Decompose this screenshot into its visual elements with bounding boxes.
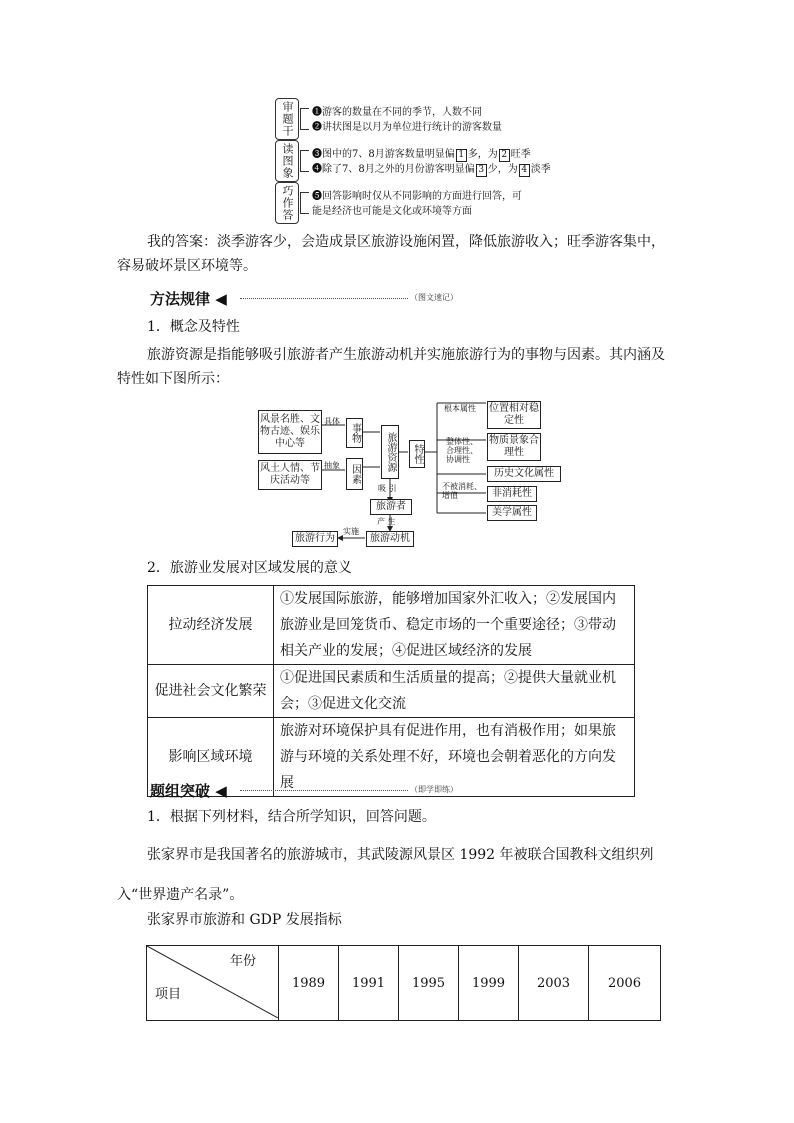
table-cell-value: ①发展国际旅游，能够增加国家外汇收入；②发展国内旅游业是回笼货币、稳定市场的一个重要途径；③带动相关产业的发展；④促进区域经济的发展: [274, 586, 635, 665]
diagram-label-abstract: 抽象: [324, 461, 340, 470]
section-note: （图文速记）: [410, 293, 458, 302]
diagram-label-concrete: 具体: [324, 417, 340, 426]
year-header: 2003: [519, 946, 589, 1021]
table-cell-key: 影响区域环境: [148, 718, 274, 797]
table-row: [147, 946, 661, 1021]
header-year-label: 年份: [229, 954, 256, 969]
section-note: （即学即练）: [410, 785, 458, 794]
year-header: 1989: [279, 946, 339, 1021]
question-1: 1．根据下列材料，结合所学知识，回答问题。: [147, 809, 436, 825]
diagram-box-thing: 事物: [346, 418, 363, 448]
analysis-label-question: 审题干: [275, 98, 299, 140]
table-cell-key: 促进社会文化繁荣: [148, 665, 274, 718]
table-title: 张家界市旅游和 GDP 发展指标: [147, 912, 342, 928]
analysis-label-answer: 巧作答: [275, 182, 299, 224]
my-answer: 我的答案：淡季游客少，会造成景区旅游设施闲置，降低旅游收入；旺季游客集中，容易破坏景区环境等。: [117, 234, 665, 274]
analysis-line-1: ❶游客的数量在不同的季节，人数不同: [312, 107, 482, 118]
diagram-box-scenic: 风景名胜、文物古迹、娱乐中心等: [258, 410, 322, 454]
year-header: 1991: [339, 946, 399, 1021]
diagram-label-implement: 实施: [343, 527, 359, 536]
diagram-label-attr4: 不被消耗、增值: [442, 482, 482, 500]
header-item-label: 项目: [155, 987, 182, 1002]
analysis-label-chart: 读图象: [275, 140, 299, 182]
section-title-practice: 题组突破 ◀: [150, 782, 227, 800]
analysis-line-3: ❸图中的7、8月游客数量明显偏 1 多，为 2 旺季: [312, 149, 531, 160]
diagram-box-factor: 因素: [346, 458, 363, 490]
diagram-box-attr3: 历史文化属性: [487, 466, 561, 482]
item1-text: 旅游资源是指能够吸引旅游者产生旅游动机并实施旅游行为的事物与因素。其内涵及特性如下图所示：: [117, 347, 665, 387]
diagram-box-folk: 风土人情、节庆活动等: [258, 460, 322, 490]
divider: [240, 790, 408, 791]
diagram-box-behavior: 旅游行为: [292, 531, 338, 547]
gdp-table: [146, 945, 661, 1021]
diagram-box-attr2: 物质景象合理性: [487, 433, 541, 461]
diagram-box-resource: 旅游资源: [381, 425, 399, 479]
section-title-method: 方法规律 ◀: [150, 290, 227, 308]
year-header: 2006: [589, 946, 661, 1021]
year-header: 1999: [459, 946, 519, 1021]
table-row: [148, 586, 635, 665]
table-cell-key: 拉动经济发展: [148, 586, 274, 665]
significance-table: [147, 585, 635, 797]
analysis-line-6: 能是经济也可能是文化或环境等方面: [312, 206, 472, 217]
table-header-diagonal: [147, 946, 279, 1021]
analysis-line-5: ❺回答影响时仅从不同影响的方面进行回答，可: [312, 191, 522, 202]
diagram-label-attr1: 根本属性: [444, 404, 476, 413]
analysis-line-2: ❷讲状图是以月为单位进行统计的游客数量: [312, 122, 502, 133]
item2-title: 2．旅游业发展对区域发展的意义: [147, 560, 352, 576]
diagram-box-tourist: 旅游者: [370, 499, 412, 515]
diagram-box-attr4: 非消耗性: [487, 486, 537, 502]
table-row: [148, 665, 635, 718]
diagonal-line: [147, 946, 278, 1018]
material-text: 张家界市是我国著名的旅游城市，其武陵源风景区 1992 年被联合国教科文组织列入“世界遗产名录”。: [117, 847, 654, 903]
diagram-box-attr5: 美学属性: [487, 505, 537, 521]
table-cell-value: 旅游对环境保护具有促进作用，也有消极作用；如果旅游与环境的关系处理不好，环境也会朝着恶化的方向发展: [274, 718, 635, 797]
year-header: 1995: [399, 946, 459, 1021]
diagram-label-attract: 吸 引: [378, 484, 397, 493]
diagram-box-features: 特性: [409, 440, 425, 468]
diagram-label-produce: 产 生: [377, 517, 396, 526]
analysis-line-4: ❹除了7、8月之外的月份游客明显偏 3 少，为 4 淡季: [312, 164, 551, 175]
diagram-label-attr2: 整体性、合理性、协调性: [446, 437, 478, 464]
diagram-box-attr1: 位置相对稳定性: [487, 401, 541, 429]
item1-title: 1．概念及特性: [147, 319, 240, 335]
diagram-box-motive: 旅游动机: [366, 531, 414, 547]
table-cell-value: ①促进国民素质和生活质量的提高；②提供大量就业机会；③促进文化交流: [274, 665, 635, 718]
